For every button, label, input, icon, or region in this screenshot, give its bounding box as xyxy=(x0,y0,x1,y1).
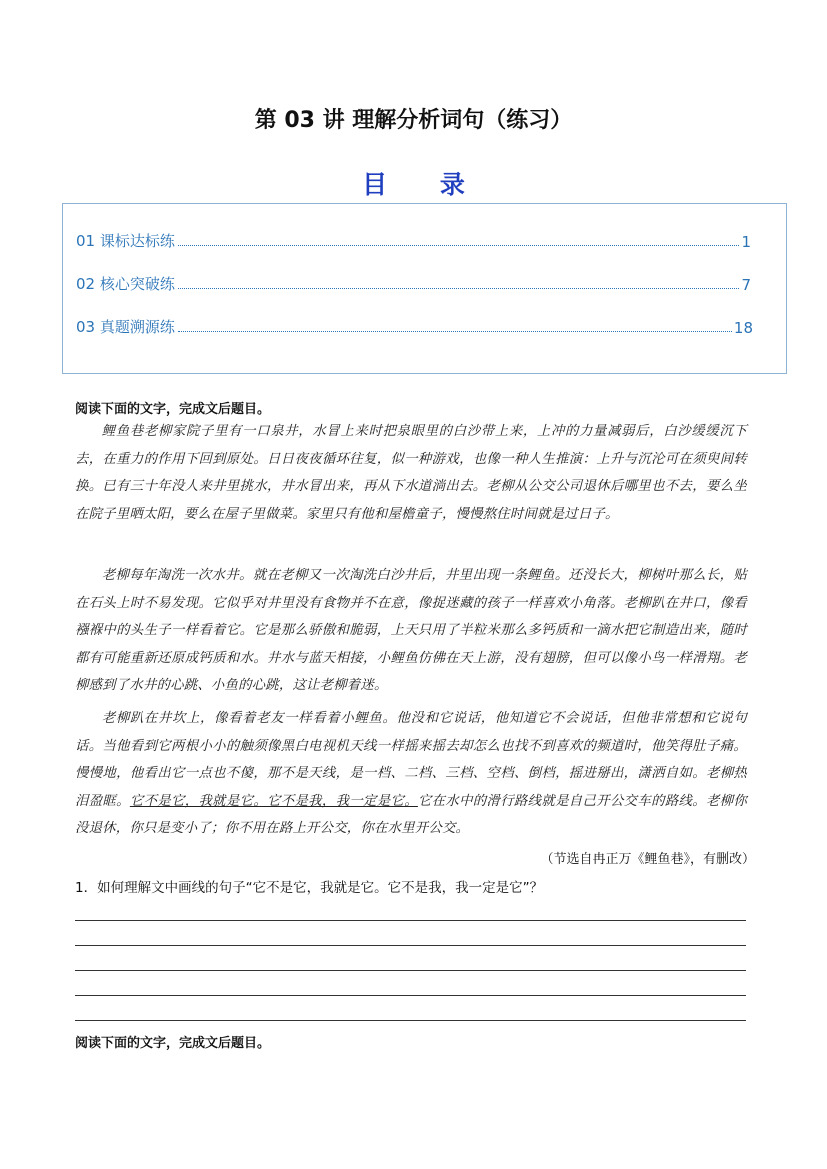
page-title: 第 03 讲 理解分析词句（练习） xyxy=(254,108,573,133)
passage-paragraph-2: 老柳每年淘洗一次水井。就在老柳又一次淘洗白沙井后，井里出现一条鲤鱼。还没长大，柳树叶那么长，贴在石头上时不易发现。它似乎对井里没有食物并不在意，像捉迷藏的孩子一样喜欢小角落。老柳趴在井口，像看襁褓中的头生子一样看着它。它是那么骄傲和脆弱，上天只用了半粒米那么多钙质和一滴水把它制造出来，随时都有可能重新还原成钙质和水。井水与蓝天相接，小鲤鱼仿佛在天上游，没有翅膀，但可以像小鸟一样滑翔。老柳感到了水井的心跳、小鱼的心跳，这让老柳着迷。 xyxy=(75,568,747,694)
table-of-contents xyxy=(62,203,787,374)
answer-line[interactable] xyxy=(75,995,746,996)
toc-leader-dots xyxy=(178,288,740,289)
toc-item-2[interactable] xyxy=(76,272,751,294)
toc-leader-dots xyxy=(178,331,732,332)
answer-line[interactable] xyxy=(75,970,746,971)
toc-item-1[interactable] xyxy=(76,229,751,251)
toc-item-3[interactable] xyxy=(76,315,753,337)
reading-instruction: 阅读下面的文字，完成文后题目。 xyxy=(75,402,271,417)
reading-instruction-next: 阅读下面的文字，完成文后题目。 xyxy=(75,1036,271,1051)
toc-heading: 目 录 xyxy=(362,170,487,199)
toc-item-page[interactable]: 1 xyxy=(741,233,751,251)
paragraph-text: 老柳趴在井坎上，像看着老友一样看着小鲤鱼。他没和它说话，他知道它不会说话，但他非常想和它说句话。当他看到它两根小小的触须像黑白电视机天线一样摇来摇去却怎么也找不到喜欢的频道时，他笑得肚子痛。慢慢地，他看出它一点也不傻，那不是天线，是一档、二档、三档、空档、倒档，摇进掰出，潇洒自如。老柳热泪盈眶。 xyxy=(75,711,747,809)
passage-paragraph-1: 鲤鱼巷老柳家院子里有一口泉井，水冒上来时把泉眼里的白沙带上来，上冲的力量减弱后，白沙缓缓沉下去，在重力的作用下回到原处。日日夜夜循环往复，似一种游戏，也像一种人生推演：上升与沉沦可在须臾间转换。已有三十年没人来井里挑水，井水冒出来，再从下水道淌出去。老柳从公交公司退休后哪里也不去，要么坐在院子里晒太阳，要么在屋子里做菜。家里只有他和屋檐童子，慢慢熬住时间就是过日子。 xyxy=(75,424,747,522)
paragraph-text: 它在水中的滑行路线就是自己开公交车的路线。老柳你没退休，你只是变小了；你不用在路上开公交，你在水里开公交。 xyxy=(75,793,747,837)
question-1: 1．如何理解文中画线的句子“它不是它，我就是它。它不是我，我一定是它”？ xyxy=(75,880,544,896)
passage-paragraph-3 xyxy=(75,705,747,843)
source-citation: （节选自冉正万《鲤鱼巷》，有删改） xyxy=(540,852,755,867)
toc-item-page[interactable]: 18 xyxy=(733,319,753,337)
toc-item-label[interactable]: 02 核心突破练 xyxy=(76,275,175,293)
answer-line[interactable] xyxy=(75,1020,746,1021)
toc-item-label[interactable]: 03 真题溯源练 xyxy=(76,318,175,336)
toc-item-page[interactable]: 7 xyxy=(741,276,751,294)
toc-leader-dots xyxy=(178,245,740,246)
answer-line[interactable] xyxy=(75,945,746,946)
underlined-sentence: 它不是它，我就是它。它不是我，我一定是它。 xyxy=(129,793,418,809)
toc-item-label[interactable]: 01 课标达标练 xyxy=(76,232,175,250)
answer-line[interactable] xyxy=(75,920,746,921)
